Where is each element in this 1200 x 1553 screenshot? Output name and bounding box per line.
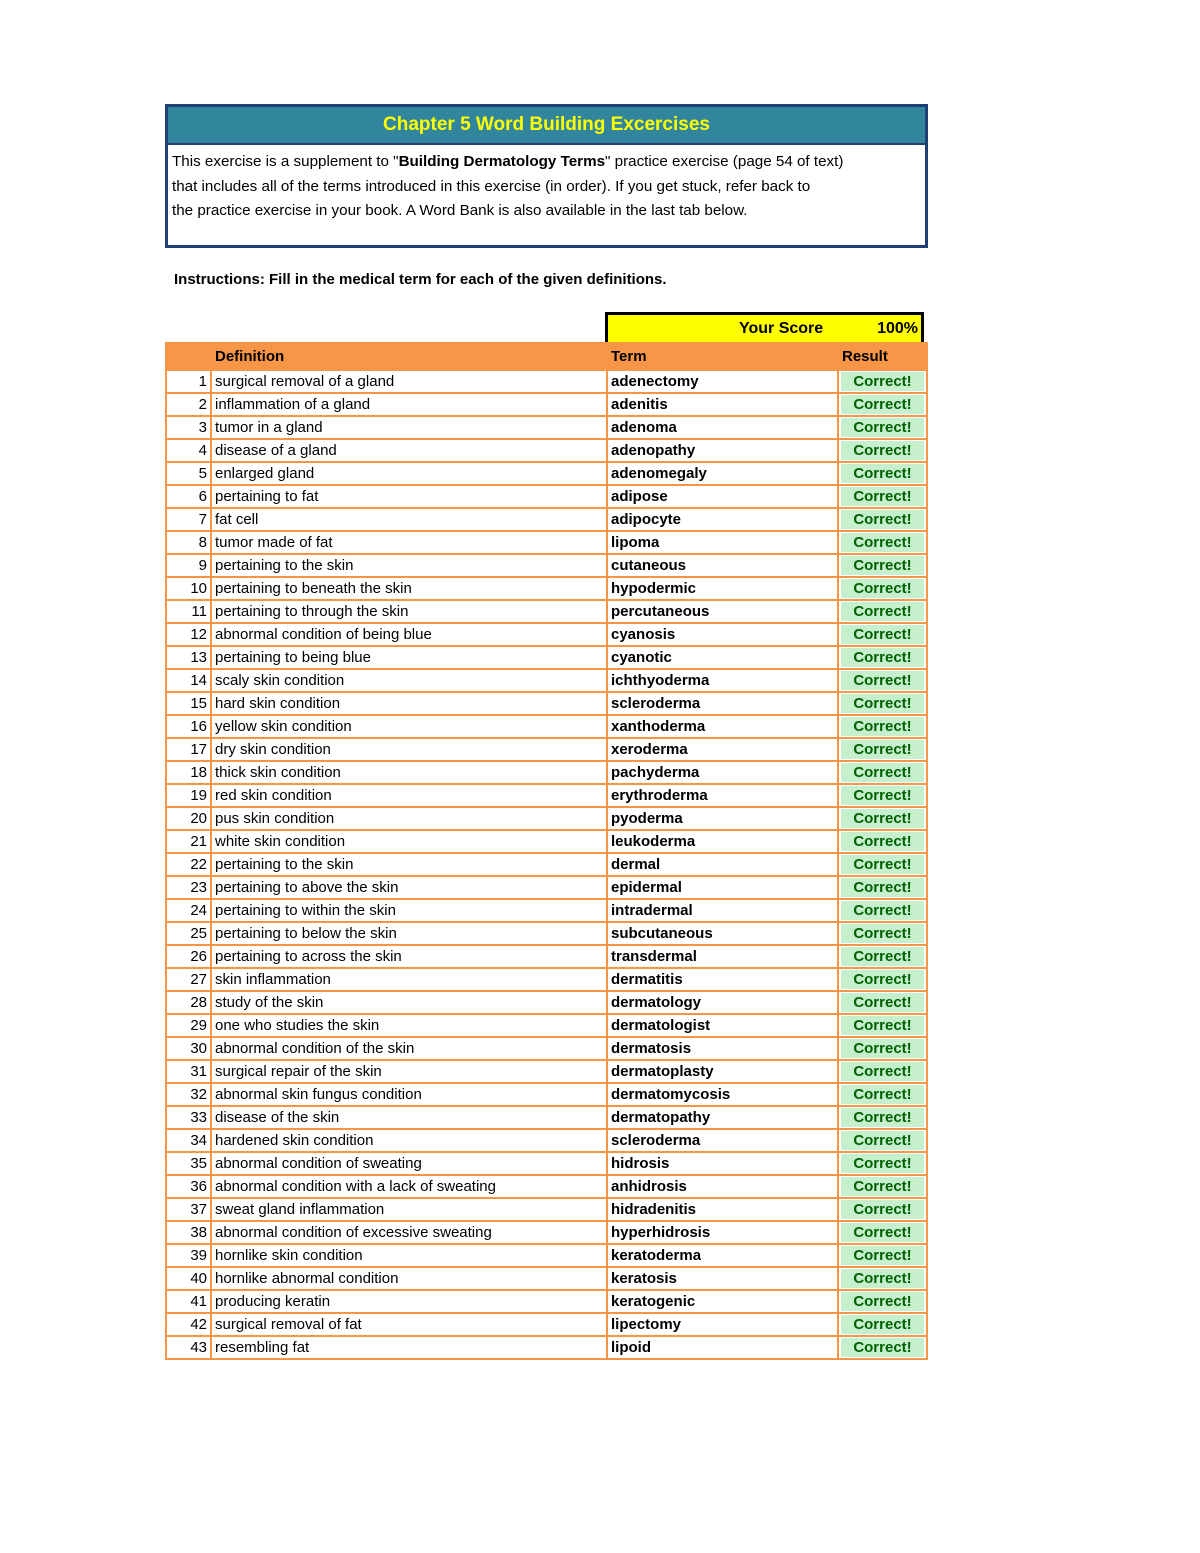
row-term-input-cell[interactable]: keratoderma xyxy=(607,1244,838,1267)
row-number-cell: 30 xyxy=(166,1037,211,1060)
row-number-cell: 43 xyxy=(166,1336,211,1359)
row-result-cell xyxy=(838,669,927,692)
row-number-cell: 10 xyxy=(166,577,211,600)
table-row xyxy=(166,462,927,485)
row-definition-cell: white skin condition xyxy=(211,830,607,853)
table-row xyxy=(166,577,927,600)
row-result-cell xyxy=(838,692,927,715)
row-result-cell xyxy=(838,531,927,554)
row-term-input-cell[interactable]: scleroderma xyxy=(607,692,838,715)
row-number-cell: 23 xyxy=(166,876,211,899)
intro-line-1-bold: Building Dermatology Terms xyxy=(398,153,606,170)
row-result-cell xyxy=(838,1290,927,1313)
result-badge: Correct! xyxy=(841,924,924,943)
table-row xyxy=(166,876,927,899)
row-result-cell xyxy=(838,784,927,807)
result-badge: Correct! xyxy=(841,763,924,782)
row-result-cell xyxy=(838,393,927,416)
row-result-cell xyxy=(838,761,927,784)
row-result-cell xyxy=(838,830,927,853)
result-badge: Correct! xyxy=(841,1223,924,1242)
row-number-cell: 6 xyxy=(166,485,211,508)
row-definition-cell: enlarged gland xyxy=(211,462,607,485)
result-badge: Correct! xyxy=(841,510,924,529)
table-row xyxy=(166,715,927,738)
row-result-cell xyxy=(838,1014,927,1037)
row-term-input-cell[interactable]: adenomegaly xyxy=(607,462,838,485)
row-result-cell xyxy=(838,715,927,738)
row-result-cell xyxy=(838,1060,927,1083)
intro-line-2: that includes all of the terms introduced in this exercise (in order). If you get stuck, refer back to xyxy=(172,177,811,195)
row-number-cell: 21 xyxy=(166,830,211,853)
result-badge: Correct! xyxy=(841,487,924,506)
row-result-cell xyxy=(838,600,927,623)
row-term-input-cell[interactable]: cutaneous xyxy=(607,554,838,577)
row-term-input-cell[interactable]: adenitis xyxy=(607,393,838,416)
row-term-input-cell[interactable]: dermatomycosis xyxy=(607,1083,838,1106)
result-badge: Correct! xyxy=(841,395,924,414)
table-row xyxy=(166,416,927,439)
row-definition-cell: surgical repair of the skin xyxy=(211,1060,607,1083)
result-badge: Correct! xyxy=(841,1292,924,1311)
result-badge: Correct! xyxy=(841,832,924,851)
result-badge: Correct! xyxy=(841,901,924,920)
row-definition-cell: thick skin condition xyxy=(211,761,607,784)
result-badge: Correct! xyxy=(841,993,924,1012)
result-badge: Correct! xyxy=(841,1016,924,1035)
row-definition-cell: disease of a gland xyxy=(211,439,607,462)
row-term-input-cell[interactable]: dermatoplasty xyxy=(607,1060,838,1083)
row-number-cell: 18 xyxy=(166,761,211,784)
row-term-input-cell[interactable]: dermatitis xyxy=(607,968,838,991)
row-result-cell xyxy=(838,1313,927,1336)
row-term-input-cell[interactable]: hidradenitis xyxy=(607,1198,838,1221)
table-row xyxy=(166,761,927,784)
row-definition-cell: abnormal skin fungus condition xyxy=(211,1083,607,1106)
row-definition-cell: pus skin condition xyxy=(211,807,607,830)
row-definition-cell: pertaining to below the skin xyxy=(211,922,607,945)
row-result-cell xyxy=(838,1267,927,1290)
result-badge: Correct! xyxy=(841,740,924,759)
row-result-cell xyxy=(838,1198,927,1221)
row-number-cell: 40 xyxy=(166,1267,211,1290)
row-result-cell xyxy=(838,439,927,462)
result-badge: Correct! xyxy=(841,809,924,828)
row-term-input-cell[interactable]: percutaneous xyxy=(607,600,838,623)
row-result-cell xyxy=(838,1129,927,1152)
table-row xyxy=(166,1175,927,1198)
row-number-cell: 22 xyxy=(166,853,211,876)
row-definition-cell: hard skin condition xyxy=(211,692,607,715)
row-term-input-cell[interactable]: intradermal xyxy=(607,899,838,922)
result-badge: Correct! xyxy=(841,1108,924,1127)
row-definition-cell: pertaining to being blue xyxy=(211,646,607,669)
row-result-cell xyxy=(838,922,927,945)
header-term: Term xyxy=(607,343,838,370)
row-number-cell: 15 xyxy=(166,692,211,715)
table-row xyxy=(166,1244,927,1267)
header-number xyxy=(166,343,211,370)
table-row xyxy=(166,922,927,945)
table-row xyxy=(166,1198,927,1221)
table-row xyxy=(166,600,927,623)
row-definition-cell: hornlike abnormal condition xyxy=(211,1267,607,1290)
result-badge: Correct! xyxy=(841,579,924,598)
row-term-input-cell[interactable]: pachyderma xyxy=(607,761,838,784)
table-row xyxy=(166,1221,927,1244)
row-result-cell xyxy=(838,807,927,830)
table-row xyxy=(166,485,927,508)
row-term-input-cell[interactable]: dermatopathy xyxy=(607,1106,838,1129)
row-term-input-cell[interactable]: epidermal xyxy=(607,876,838,899)
table-row xyxy=(166,669,927,692)
table-row xyxy=(166,807,927,830)
row-result-cell xyxy=(838,1037,927,1060)
row-result-cell xyxy=(838,738,927,761)
table-row xyxy=(166,738,927,761)
header-result: Result xyxy=(838,343,927,370)
row-term-input-cell[interactable]: cyanosis xyxy=(607,623,838,646)
row-result-cell xyxy=(838,876,927,899)
row-term-input-cell[interactable]: xanthoderma xyxy=(607,715,838,738)
row-term-input-cell[interactable]: scleroderma xyxy=(607,1129,838,1152)
row-term-input-cell[interactable]: dermatosis xyxy=(607,1037,838,1060)
row-definition-cell: pertaining to above the skin xyxy=(211,876,607,899)
row-term-input-cell[interactable]: adenoma xyxy=(607,416,838,439)
row-term-input-cell[interactable]: hidrosis xyxy=(607,1152,838,1175)
row-number-cell: 26 xyxy=(166,945,211,968)
row-definition-cell: scaly skin condition xyxy=(211,669,607,692)
row-number-cell: 42 xyxy=(166,1313,211,1336)
result-badge: Correct! xyxy=(841,855,924,874)
result-badge: Correct! xyxy=(841,878,924,897)
row-number-cell: 24 xyxy=(166,899,211,922)
table-header-row xyxy=(166,343,927,370)
row-definition-cell: hornlike skin condition xyxy=(211,1244,607,1267)
table-row xyxy=(166,1129,927,1152)
table-row xyxy=(166,1152,927,1175)
row-result-cell xyxy=(838,623,927,646)
intro-line-1-end: " practice exercise (page 54 of text) xyxy=(605,153,844,170)
result-badge: Correct! xyxy=(841,418,924,437)
row-result-cell xyxy=(838,554,927,577)
row-number-cell: 41 xyxy=(166,1290,211,1313)
exercise-table xyxy=(165,342,928,1360)
row-definition-cell: pertaining to within the skin xyxy=(211,899,607,922)
table-row xyxy=(166,439,927,462)
row-result-cell xyxy=(838,945,927,968)
row-definition-cell: surgical removal of a gland xyxy=(211,370,607,393)
row-definition-cell: one who studies the skin xyxy=(211,1014,607,1037)
result-badge: Correct! xyxy=(841,1039,924,1058)
row-result-cell xyxy=(838,1152,927,1175)
table-row xyxy=(166,899,927,922)
row-definition-cell: dry skin condition xyxy=(211,738,607,761)
row-number-cell: 33 xyxy=(166,1106,211,1129)
table-row xyxy=(166,554,927,577)
table-row xyxy=(166,991,927,1014)
row-result-cell xyxy=(838,1244,927,1267)
result-badge: Correct! xyxy=(841,1338,924,1357)
result-badge: Correct! xyxy=(841,602,924,621)
row-definition-cell: abnormal condition of excessive sweating xyxy=(211,1221,607,1244)
row-number-cell: 31 xyxy=(166,1060,211,1083)
result-badge: Correct! xyxy=(841,671,924,690)
row-number-cell: 16 xyxy=(166,715,211,738)
row-definition-cell: producing keratin xyxy=(211,1290,607,1313)
row-definition-cell: study of the skin xyxy=(211,991,607,1014)
row-number-cell: 11 xyxy=(166,600,211,623)
row-result-cell xyxy=(838,1106,927,1129)
result-badge: Correct! xyxy=(841,970,924,989)
row-definition-cell: pertaining to beneath the skin xyxy=(211,577,607,600)
table-row xyxy=(166,1037,927,1060)
row-result-cell xyxy=(838,899,927,922)
row-result-cell xyxy=(838,485,927,508)
result-badge: Correct! xyxy=(841,1085,924,1104)
row-definition-cell: sweat gland inflammation xyxy=(211,1198,607,1221)
row-definition-cell: tumor made of fat xyxy=(211,531,607,554)
result-badge: Correct! xyxy=(841,1062,924,1081)
row-number-cell: 3 xyxy=(166,416,211,439)
row-result-cell xyxy=(838,853,927,876)
table-row xyxy=(166,692,927,715)
table-row xyxy=(166,945,927,968)
row-term-input-cell[interactable]: subcutaneous xyxy=(607,922,838,945)
table-row xyxy=(166,1336,927,1359)
row-term-input-cell[interactable]: dermal xyxy=(607,853,838,876)
row-term-input-cell[interactable]: dermatology xyxy=(607,991,838,1014)
row-definition-cell: pertaining to through the skin xyxy=(211,600,607,623)
row-number-cell: 34 xyxy=(166,1129,211,1152)
row-number-cell: 5 xyxy=(166,462,211,485)
row-definition-cell: abnormal condition with a lack of sweating xyxy=(211,1175,607,1198)
row-definition-cell: pertaining to fat xyxy=(211,485,607,508)
row-term-input-cell[interactable]: keratogenic xyxy=(607,1290,838,1313)
row-result-cell xyxy=(838,416,927,439)
row-term-input-cell[interactable]: hyperhidrosis xyxy=(607,1221,838,1244)
result-badge: Correct! xyxy=(841,556,924,575)
row-term-input-cell[interactable]: xeroderma xyxy=(607,738,838,761)
row-result-cell xyxy=(838,1175,927,1198)
table-row xyxy=(166,370,927,393)
intro-box xyxy=(165,104,928,248)
table-row xyxy=(166,1014,927,1037)
row-result-cell xyxy=(838,1221,927,1244)
row-number-cell: 8 xyxy=(166,531,211,554)
row-definition-cell: fat cell xyxy=(211,508,607,531)
row-result-cell xyxy=(838,991,927,1014)
result-badge: Correct! xyxy=(841,1200,924,1219)
table-row xyxy=(166,1106,927,1129)
row-term-input-cell[interactable]: leukoderma xyxy=(607,830,838,853)
row-number-cell: 20 xyxy=(166,807,211,830)
row-result-cell xyxy=(838,1083,927,1106)
row-term-input-cell[interactable]: adipose xyxy=(607,485,838,508)
result-badge: Correct! xyxy=(841,1269,924,1288)
row-definition-cell: yellow skin condition xyxy=(211,715,607,738)
row-term-input-cell[interactable]: adenectomy xyxy=(607,370,838,393)
row-number-cell: 25 xyxy=(166,922,211,945)
table-row xyxy=(166,853,927,876)
intro-line-1-start: This exercise is a supplement to " xyxy=(172,153,399,170)
row-term-input-cell[interactable]: lipoma xyxy=(607,531,838,554)
row-term-input-cell[interactable]: anhidrosis xyxy=(607,1175,838,1198)
row-number-cell: 12 xyxy=(166,623,211,646)
row-term-input-cell[interactable]: keratosis xyxy=(607,1267,838,1290)
row-number-cell: 1 xyxy=(166,370,211,393)
result-badge: Correct! xyxy=(841,372,924,391)
result-badge: Correct! xyxy=(841,441,924,460)
row-term-input-cell[interactable]: lipectomy xyxy=(607,1313,838,1336)
table-row xyxy=(166,646,927,669)
intro-line-3: the practice exercise in your book. A Word Bank is also available in the last tab below. xyxy=(172,202,748,219)
row-result-cell xyxy=(838,968,927,991)
row-term-input-cell[interactable]: erythroderma xyxy=(607,784,838,807)
result-badge: Correct! xyxy=(841,1177,924,1196)
score-box xyxy=(605,312,924,345)
result-badge: Correct! xyxy=(841,464,924,483)
row-definition-cell: hardened skin condition xyxy=(211,1129,607,1152)
table-row xyxy=(166,508,927,531)
table-row xyxy=(166,393,927,416)
row-number-cell: 37 xyxy=(166,1198,211,1221)
table-row xyxy=(166,1290,927,1313)
instructions: Instructions: Fill in the medical term for each of the given definitions. xyxy=(174,271,667,288)
row-number-cell: 14 xyxy=(166,669,211,692)
row-term-input-cell[interactable]: adenopathy xyxy=(607,439,838,462)
row-term-input-cell[interactable]: dermatologist xyxy=(607,1014,838,1037)
row-definition-cell: resembling fat xyxy=(211,1336,607,1359)
row-term-input-cell[interactable]: cyanotic xyxy=(607,646,838,669)
row-definition-cell: abnormal condition of being blue xyxy=(211,623,607,646)
row-number-cell: 29 xyxy=(166,1014,211,1037)
row-number-cell: 17 xyxy=(166,738,211,761)
row-number-cell: 9 xyxy=(166,554,211,577)
row-term-input-cell[interactable]: lipoid xyxy=(607,1336,838,1359)
table-row xyxy=(166,784,927,807)
row-definition-cell: surgical removal of fat xyxy=(211,1313,607,1336)
row-definition-cell: pertaining to the skin xyxy=(211,554,607,577)
row-number-cell: 39 xyxy=(166,1244,211,1267)
row-number-cell: 7 xyxy=(166,508,211,531)
result-badge: Correct! xyxy=(841,947,924,966)
row-number-cell: 38 xyxy=(166,1221,211,1244)
score-label: Your Score xyxy=(739,320,824,337)
result-badge: Correct! xyxy=(841,694,924,713)
result-badge: Correct! xyxy=(841,533,924,552)
intro-line-1 xyxy=(172,150,921,175)
row-number-cell: 13 xyxy=(166,646,211,669)
table-row xyxy=(166,1083,927,1106)
table-row xyxy=(166,968,927,991)
row-definition-cell: tumor in a gland xyxy=(211,416,607,439)
row-number-cell: 28 xyxy=(166,991,211,1014)
row-definition-cell: skin inflammation xyxy=(211,968,607,991)
row-definition-cell: red skin condition xyxy=(211,784,607,807)
table-row xyxy=(166,623,927,646)
score-value: 100% xyxy=(877,320,918,337)
row-definition-cell: disease of the skin xyxy=(211,1106,607,1129)
row-term-input-cell[interactable]: hypodermic xyxy=(607,577,838,600)
row-result-cell xyxy=(838,1336,927,1359)
row-definition-cell: pertaining to the skin xyxy=(211,853,607,876)
row-term-input-cell[interactable]: pyoderma xyxy=(607,807,838,830)
result-badge: Correct! xyxy=(841,1246,924,1265)
result-badge: Correct! xyxy=(841,1315,924,1334)
row-number-cell: 27 xyxy=(166,968,211,991)
row-result-cell xyxy=(838,462,927,485)
intro-text xyxy=(168,145,925,224)
header-definition: Definition xyxy=(211,343,607,370)
result-badge: Correct! xyxy=(841,625,924,644)
row-result-cell xyxy=(838,370,927,393)
row-number-cell: 4 xyxy=(166,439,211,462)
row-number-cell: 36 xyxy=(166,1175,211,1198)
row-number-cell: 32 xyxy=(166,1083,211,1106)
result-badge: Correct! xyxy=(841,1154,924,1173)
result-badge: Correct! xyxy=(841,717,924,736)
table-row xyxy=(166,830,927,853)
row-term-input-cell[interactable]: ichthyoderma xyxy=(607,669,838,692)
row-number-cell: 19 xyxy=(166,784,211,807)
table-row xyxy=(166,531,927,554)
result-badge: Correct! xyxy=(841,786,924,805)
page-title: Chapter 5 Word Building Excercises xyxy=(168,107,925,145)
row-term-input-cell[interactable]: adipocyte xyxy=(607,508,838,531)
result-badge: Correct! xyxy=(841,1131,924,1150)
row-term-input-cell[interactable]: transdermal xyxy=(607,945,838,968)
row-number-cell: 2 xyxy=(166,393,211,416)
row-result-cell xyxy=(838,508,927,531)
table-row xyxy=(166,1267,927,1290)
row-result-cell xyxy=(838,577,927,600)
row-number-cell: 35 xyxy=(166,1152,211,1175)
row-result-cell xyxy=(838,646,927,669)
row-definition-cell: inflammation of a gland xyxy=(211,393,607,416)
table-row xyxy=(166,1313,927,1336)
table-row xyxy=(166,1060,927,1083)
row-definition-cell: pertaining to across the skin xyxy=(211,945,607,968)
row-definition-cell: abnormal condition of the skin xyxy=(211,1037,607,1060)
result-badge: Correct! xyxy=(841,648,924,667)
row-definition-cell: abnormal condition of sweating xyxy=(211,1152,607,1175)
